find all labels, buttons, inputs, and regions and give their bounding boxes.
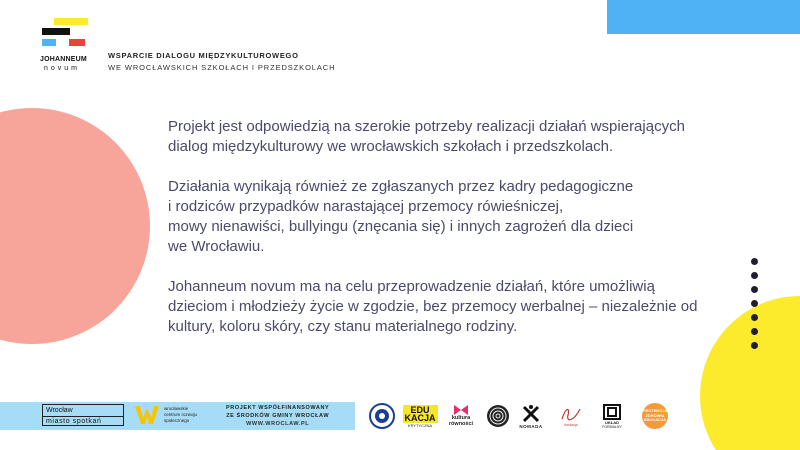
partner-edukacja-krytyczna — [403, 400, 437, 432]
logo-subtitle: novum — [44, 65, 81, 72]
uklad-icon — [603, 404, 621, 420]
kultura-text: kultura — [451, 415, 471, 421]
wroclaw-logo-line2: miasto spotkań — [43, 416, 123, 427]
pink-circle-shape — [0, 108, 150, 344]
wcrs-line: społecznego — [164, 418, 190, 423]
wcrs-line: centrum rozwoju — [164, 412, 198, 417]
dot — [751, 300, 758, 307]
funding-line-2: ZE ŚRODKÓW GMINY WROCŁAW — [226, 413, 330, 419]
wroclaw-logo — [42, 404, 124, 426]
uklad-line-1: UKŁAD — [605, 419, 619, 425]
dot — [751, 342, 758, 349]
signature-icon — [560, 405, 582, 423]
funding-notice — [226, 404, 329, 428]
paragraph-2 — [168, 177, 748, 257]
uklad-line-2: FORMALNY — [602, 424, 622, 429]
logo-blue-bar — [42, 39, 56, 46]
nomada-icon — [521, 404, 541, 424]
rownosci-text: równości — [448, 421, 474, 427]
partner-fingerprint-logo — [484, 400, 512, 432]
protekcja-badge: PROTEKCJA ZDROWIA EDUKACJA — [642, 403, 668, 429]
edu-line-2: KACJA — [404, 412, 436, 423]
wcrs-label — [164, 406, 197, 424]
text-line: we Wrocławiu. — [168, 238, 265, 255]
edukacja-logo — [403, 405, 438, 423]
logo-red-bar — [69, 39, 85, 46]
logo-black-bar — [42, 28, 70, 35]
partner-seal-logo — [368, 400, 396, 432]
logo-wordmark: JOHANNEUM — [40, 56, 87, 63]
bowtie-icon — [454, 405, 468, 415]
paragraph-1 — [168, 117, 748, 157]
dot — [751, 258, 758, 265]
partner-uklad-formalny — [597, 400, 627, 432]
feminist-text: fundacja — [564, 423, 578, 427]
paragraph-3 — [168, 277, 748, 337]
blue-corner-shape — [607, 0, 800, 34]
partner-nomada — [516, 400, 546, 432]
text-line: mowy nienawiści, bullyingu (znęcania się) i innych zagrożeń dla dzieci — [168, 218, 634, 235]
page-subtitle: WE WROCŁAWSKICH SZKOŁACH I PRZEDSZKOLACH — [108, 63, 336, 72]
text-line: Johanneum novum ma na celu przeprowadzenie działań, które umożliwią — [168, 278, 655, 295]
funding-line-1: PROJEKT WSPÓŁFINANSOWANY — [226, 405, 330, 411]
dot — [751, 328, 758, 335]
text-line: dialog międzykulturowy we wrocławskich szkołach i przedszkolach. — [168, 138, 614, 155]
fingerprint-icon — [486, 404, 510, 428]
text-line: i rodziców przypadków narastającej przemocy rówieśniczej, — [168, 198, 564, 215]
text-line: dzieciom i młodzieży życie w zgodzie, bez przemocy werbalnej – niezależnie od — [168, 298, 698, 315]
nomada-text: NOMADA — [519, 423, 543, 429]
wcrs-line: wrocławskie — [164, 406, 189, 411]
dot — [751, 272, 758, 279]
edu-line-3: KRYTYCZNA — [407, 422, 433, 428]
page-title: WSPARCIE DIALOGU MIĘDZYKULTUROWEGO — [108, 51, 299, 60]
wroclaw-url: WWW.WROCLAW.PL — [246, 421, 310, 427]
logo-yellow-bar — [54, 18, 88, 25]
dot — [751, 286, 758, 293]
text-line: kultury, koloru skóry, czy stanu materialnego rodziny. — [168, 318, 518, 335]
dot — [751, 314, 758, 321]
partner-kultura-rownosci — [444, 400, 478, 432]
edu-line-1: EDU — [410, 404, 430, 415]
body-text — [168, 117, 748, 357]
partner-protekcja-zdrowia — [640, 400, 670, 432]
text-line: Projekt jest odpowiedzią na szerokie potrzeby realizacji działań wspierających — [168, 118, 685, 135]
seal-icon — [369, 403, 395, 429]
vertical-dots-decoration — [751, 258, 759, 356]
wroclaw-logo-line1: Wrocław — [46, 407, 73, 414]
wcrs-w-icon — [135, 404, 159, 426]
partner-feminist-foundation — [553, 400, 589, 432]
text-line: Działania wynikają również ze zgłaszanych przez kadry pedagogiczne — [168, 178, 634, 195]
